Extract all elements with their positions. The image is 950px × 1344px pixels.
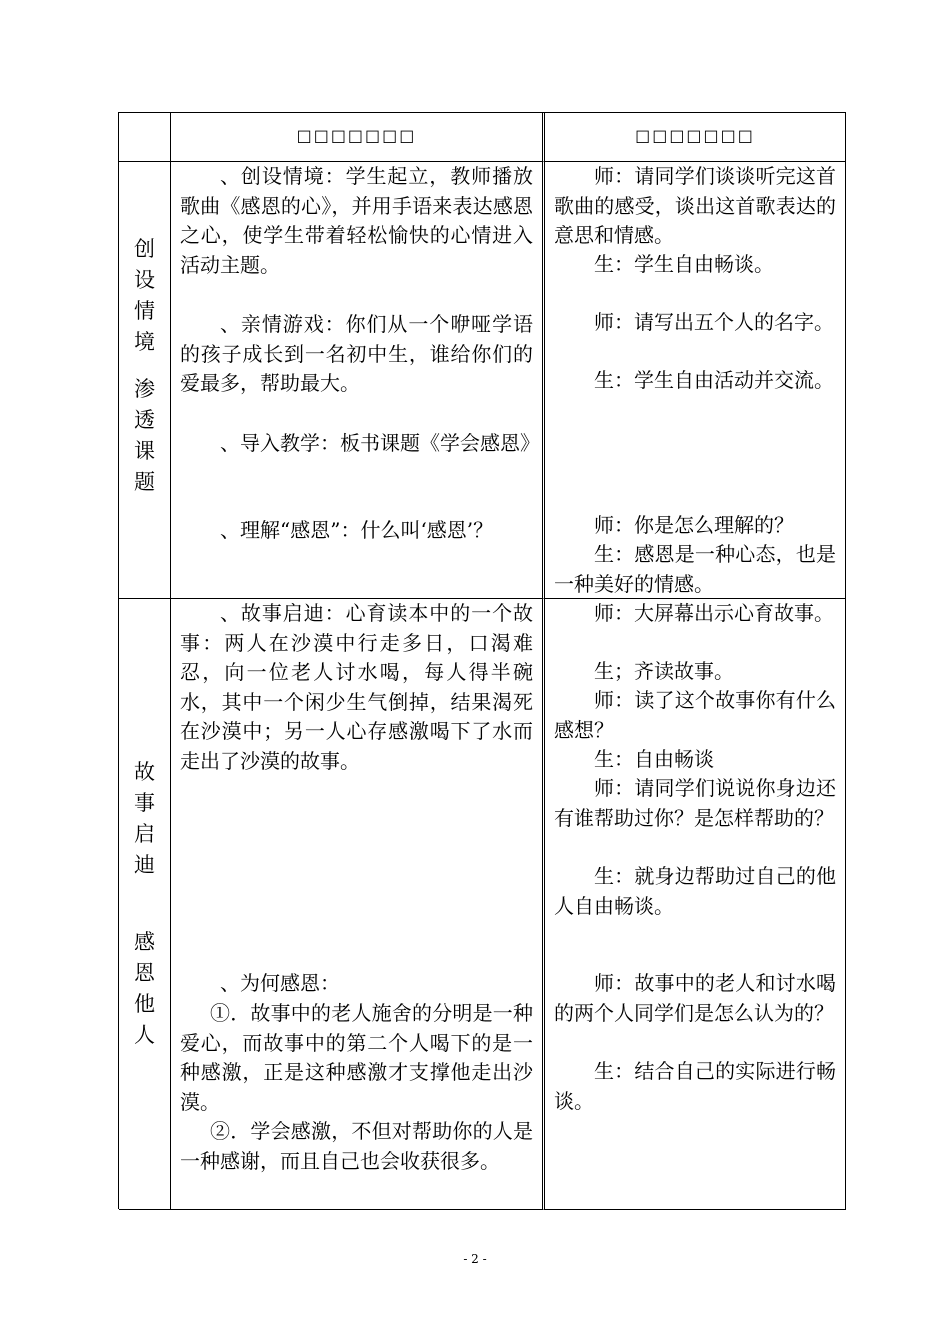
header-teacher-label: □□□□□□□: [296, 126, 417, 145]
section2-student-para-8: 生：结合自己的实际进行畅谈。: [554, 1059, 836, 1113]
header-student-label: □□□□□□□: [635, 126, 755, 145]
section2-student-cell: [545, 599, 846, 1210]
section1-student-para-4: 生：学生自由活动并交流。: [594, 368, 834, 392]
section1-student-para-3: 师：请写出五个人的名字。: [594, 310, 834, 334]
section1-teacher-cell: [171, 162, 545, 599]
section2-teacher-para-3: ①．故事中的老人施舍的分明是一种爱心，而故事中的第二个人喝下的是一种感激，正是这种感激才支撑他走出沙漠。: [180, 1001, 533, 1114]
section1-student-cell: [545, 162, 846, 599]
page-number: - 2 -: [463, 1252, 487, 1266]
section1-teacher-para-4: 、理解“感恩”：什么叫‘感恩’？: [220, 518, 494, 542]
section1-label-cell: [119, 162, 171, 599]
section1-teacher-para-3: 、导入教学：板书课题《学会感恩》: [220, 431, 540, 455]
section2-teacher-para-4: ②．学会感激，不但对帮助你的人是一种感谢，而且自己也会收获很多。: [180, 1119, 533, 1173]
lesson-plan-table: [118, 112, 846, 1209]
section1-student-para-5: 师：你是怎么理解的？: [594, 513, 794, 537]
section1-student-para-1: 师：请同学们谈谈听完这首歌曲的感受，谈出这首歌表达的意思和情感。: [554, 164, 836, 247]
section2-student-para-1: 师：大屏幕出示心育故事。: [594, 601, 834, 625]
section2-teacher-para-2: 、为何感恩：: [220, 971, 340, 995]
section2-student-para-5: 师：请同学们说说你身边还有谁帮助过你？是怎样帮助的？: [554, 776, 836, 830]
section1-student-para-2: 生：学生自由畅谈。: [594, 252, 774, 276]
section1-teacher-para-2: 、亲情游戏：你们从一个咿哑学语的孩子成长到一名初中生，谁给你们的爱最多，帮助最大。: [180, 312, 533, 395]
section1-teacher-para-1: 、创设情境：学生起立，教师播放歌曲《感恩的心》，并用手语来表达感恩之心，使学生带着轻松愉快的心情进入活动主题。: [180, 164, 533, 277]
header-cell-student: [545, 113, 846, 162]
header-cell-blank: [119, 113, 171, 162]
section2-teacher-cell: [171, 599, 545, 1210]
section2-student-para-3: 师：读了这个故事你有什么感想？: [554, 688, 836, 742]
section1-student-para-6: 生：感恩是一种心态，也是一种美好的情感。: [554, 542, 836, 596]
header-cell-teacher: [171, 113, 545, 162]
section2-student-para-4: 生：自由畅谈: [594, 747, 714, 771]
section2-student-para-7: 师：故事中的老人和讨水喝的两个人同学们是怎么认为的？: [554, 971, 836, 1025]
section2-student-para-2: 生；齐读故事。: [594, 659, 734, 683]
section1-label: 创 设 情 境 渗 透 课 题: [134, 237, 155, 494]
section2-label: 故 事 启 迪 感 恩 他 人: [134, 760, 155, 1047]
section2-label-cell: [119, 599, 171, 1210]
section2-teacher-para-1: 、故事启迪：心育读本中的一个故事：两人在沙漠中行走多日，口渴难忍，向一位老人讨水喝，每人得半碗水，其中一个闲少生气倒掉，结果渴死在沙漠中；另一人心存感激喝下了水而走出了沙漠的故事。: [180, 601, 533, 773]
section2-student-para-6: 生：就身边帮助过自己的他人自由畅谈。: [554, 864, 836, 918]
